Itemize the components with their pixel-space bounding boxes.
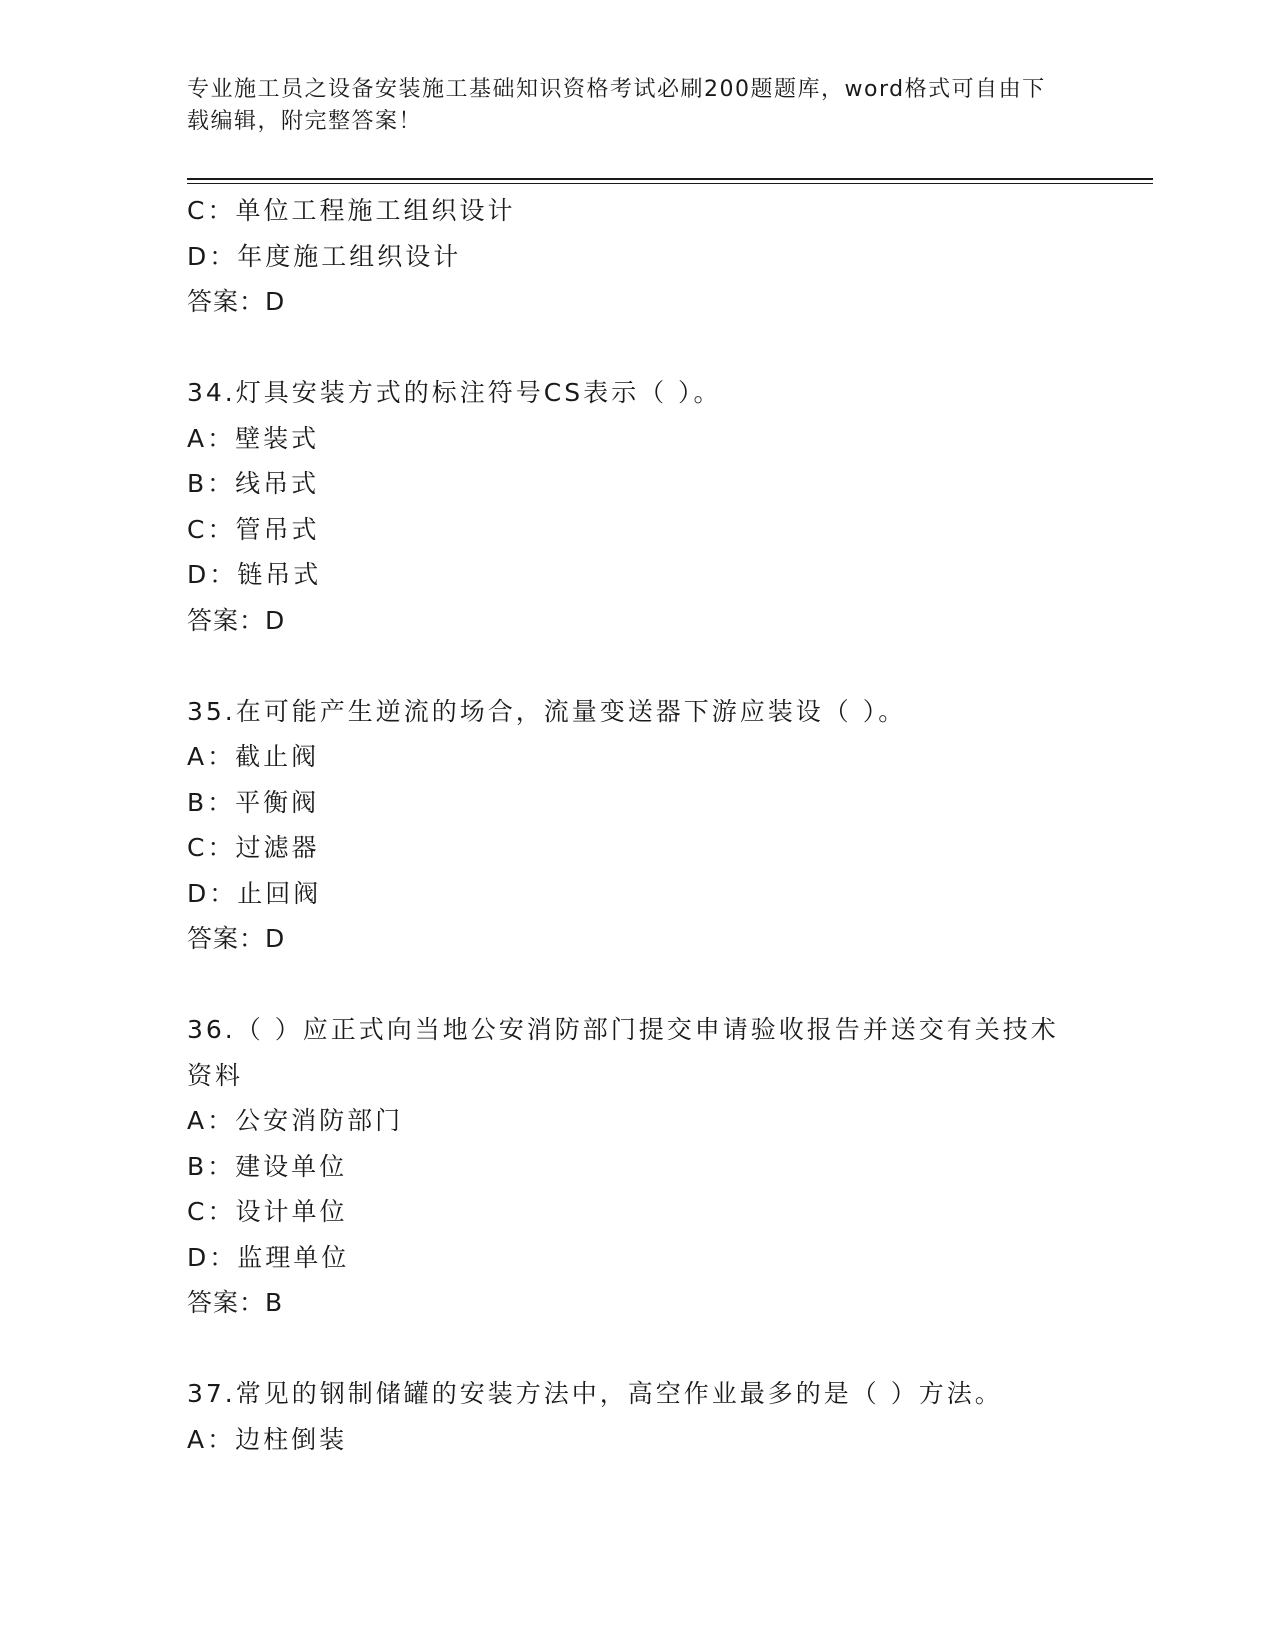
option-d: D：年度施工组织设计 — [187, 241, 462, 271]
question-content — [187, 188, 1087, 1462]
answer: 答案：D — [187, 605, 286, 635]
answer: 答案：B — [187, 1288, 284, 1317]
answer: 答案：D — [187, 287, 286, 316]
option-b: B：建设单位 — [187, 1151, 348, 1181]
option-a: A：壁装式 — [187, 423, 320, 453]
header-divider-thin — [187, 183, 1153, 184]
option-d: D：链吊式 — [187, 560, 322, 589]
option-a: A：边柱倒装 — [187, 1424, 348, 1454]
option-c: C：过滤器 — [187, 833, 320, 862]
document-header: 专业施工员之设备安装施工基础知识资格考试必刷200题题库，word格式可自由下载编辑，附完整答案！ — [187, 77, 1046, 134]
question-stem: 34.灯具安装方式的标注符号CS表示（ ）。 — [187, 378, 722, 407]
option-b: B：平衡阀 — [187, 787, 320, 817]
question-stem: 37.常见的钢制储罐的安装方法中，高空作业最多的是（ ）方法。 — [187, 1379, 1003, 1408]
header-divider — [187, 178, 1153, 180]
question-stem: 35.在可能产生逆流的场合，流量变送器下游应装设（ ）。 — [187, 696, 907, 726]
answer: 答案：D — [187, 924, 286, 953]
option-c: C：单位工程施工组织设计 — [187, 196, 516, 225]
option-d: D：监理单位 — [187, 1242, 350, 1272]
option-c: C：设计单位 — [187, 1197, 348, 1226]
option-d: D：止回阀 — [187, 878, 322, 908]
question-stem: 36.（ ）应正式向当地公安消防部门提交申请验收报告并送交有关技术资料 — [187, 1015, 1059, 1090]
option-c: C：管吊式 — [187, 514, 320, 544]
option-b: B：线吊式 — [187, 469, 320, 498]
option-a: A：截止阀 — [187, 742, 320, 771]
option-a: A：公安消防部门 — [187, 1106, 404, 1135]
